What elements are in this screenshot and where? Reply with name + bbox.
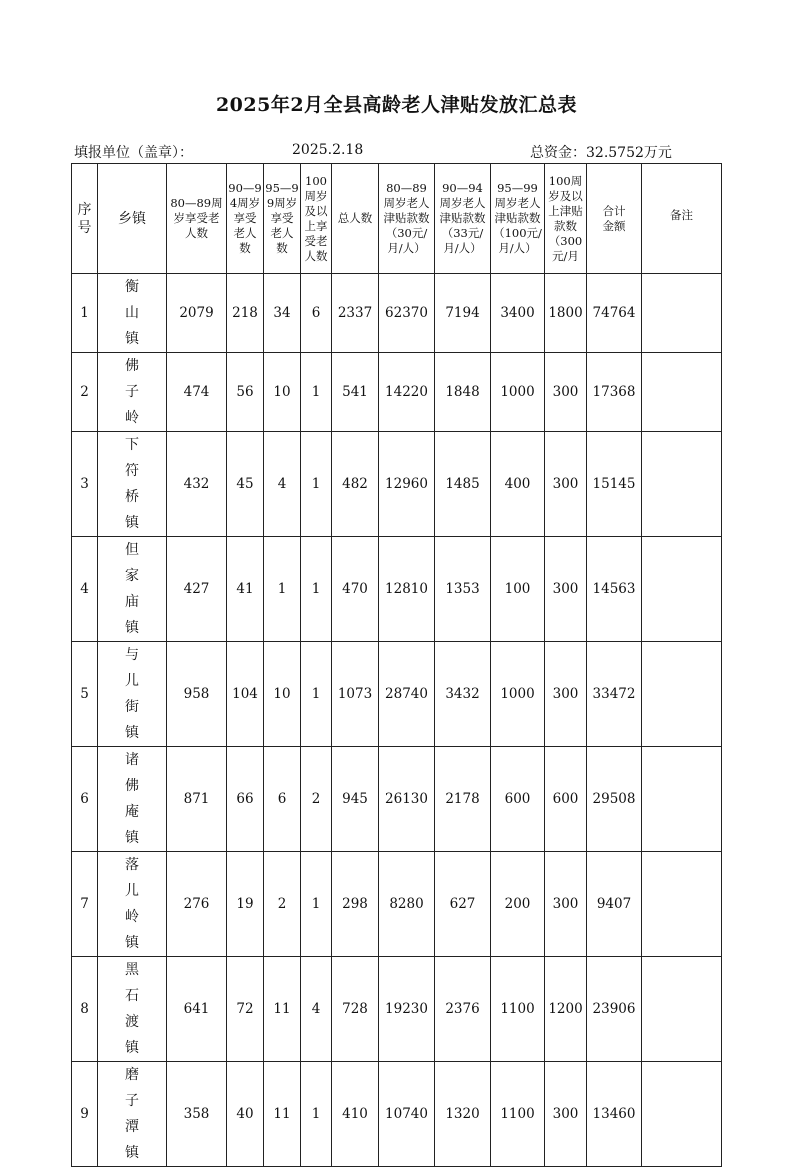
cell-amount-100: 300: [545, 537, 587, 642]
total-fund: [530, 142, 672, 162]
cell-count-100: 1: [301, 353, 332, 432]
cell-amount-80-89: 12810: [379, 537, 435, 642]
cell-amount-100: 300: [545, 642, 587, 747]
cell-seq: 5: [72, 642, 98, 747]
cell-amount-80-89: 19230: [379, 957, 435, 1062]
cell-count-95-99: 4: [264, 432, 301, 537]
cell-sum: 17368: [587, 353, 642, 432]
header-amount-80-89: 80—89周岁老人津贴款数（30元/月/人）: [379, 164, 435, 274]
header-count-100: 100周岁及以上享受老人数: [301, 164, 332, 274]
cell-town: 磨子潭镇: [98, 1062, 167, 1167]
header-town: 乡镇: [98, 164, 167, 274]
cell-count-80-89: 641: [167, 957, 227, 1062]
allowance-summary-table: [71, 163, 722, 1167]
cell-amount-80-89: 14220: [379, 353, 435, 432]
total-fund-label: 总资金：: [530, 145, 586, 161]
cell-count-95-99: 1: [264, 537, 301, 642]
cell-seq: 8: [72, 957, 98, 1062]
cell-amount-95-99: 1100: [491, 1062, 545, 1167]
cell-seq: 9: [72, 1062, 98, 1167]
cell-seq: 2: [72, 353, 98, 432]
cell-amount-80-89: 62370: [379, 274, 435, 353]
cell-count-90-94: 104: [227, 642, 264, 747]
cell-note: [642, 747, 722, 852]
table-row: [72, 1062, 722, 1167]
cell-sum: 29508: [587, 747, 642, 852]
cell-town: 与儿街镇: [98, 642, 167, 747]
cell-count-90-94: 66: [227, 747, 264, 852]
total-fund-value: 32.5752万元: [586, 145, 672, 161]
cell-count-100: 1: [301, 642, 332, 747]
cell-amount-80-89: 12960: [379, 432, 435, 537]
cell-amount-80-89: 10740: [379, 1062, 435, 1167]
cell-amount-80-89: 28740: [379, 642, 435, 747]
cell-total-count: 541: [332, 353, 379, 432]
cell-total-count: 470: [332, 537, 379, 642]
cell-sum: 14563: [587, 537, 642, 642]
cell-note: [642, 1062, 722, 1167]
cell-amount-95-99: 1000: [491, 642, 545, 747]
cell-count-90-94: 19: [227, 852, 264, 957]
cell-amount-90-94: 7194: [435, 274, 491, 353]
cell-town: 下符桥镇: [98, 432, 167, 537]
cell-amount-95-99: 400: [491, 432, 545, 537]
cell-amount-95-99: 200: [491, 852, 545, 957]
cell-amount-95-99: 600: [491, 747, 545, 852]
cell-total-count: 298: [332, 852, 379, 957]
cell-count-80-89: 474: [167, 353, 227, 432]
cell-sum: 23906: [587, 957, 642, 1062]
cell-count-95-99: 10: [264, 353, 301, 432]
cell-town: 衡山镇: [98, 274, 167, 353]
cell-amount-100: 300: [545, 1062, 587, 1167]
cell-count-80-89: 276: [167, 852, 227, 957]
cell-amount-95-99: 1000: [491, 353, 545, 432]
reporting-unit-label: 填报单位（盖章）：: [74, 145, 193, 161]
cell-amount-80-89: 8280: [379, 852, 435, 957]
header-note: 备注: [642, 164, 722, 274]
cell-sum: 33472: [587, 642, 642, 747]
cell-amount-100: 1800: [545, 274, 587, 353]
cell-amount-100: 300: [545, 432, 587, 537]
cell-count-95-99: 11: [264, 957, 301, 1062]
table-row: [72, 432, 722, 537]
cell-amount-90-94: 2178: [435, 747, 491, 852]
cell-amount-90-94: 627: [435, 852, 491, 957]
cell-town: 黑石渡镇: [98, 957, 167, 1062]
cell-amount-90-94: 1485: [435, 432, 491, 537]
cell-seq: 3: [72, 432, 98, 537]
cell-note: [642, 274, 722, 353]
cell-total-count: 1073: [332, 642, 379, 747]
cell-sum: 74764: [587, 274, 642, 353]
cell-amount-90-94: 1848: [435, 353, 491, 432]
table-row: [72, 957, 722, 1062]
cell-count-80-89: 871: [167, 747, 227, 852]
cell-total-count: 2337: [332, 274, 379, 353]
cell-count-95-99: 2: [264, 852, 301, 957]
cell-amount-100: 1200: [545, 957, 587, 1062]
cell-amount-100: 600: [545, 747, 587, 852]
header-row: [72, 164, 722, 274]
cell-count-95-99: 34: [264, 274, 301, 353]
header-total-count: 总人数: [332, 164, 379, 274]
cell-amount-100: 300: [545, 353, 587, 432]
cell-note: [642, 642, 722, 747]
cell-town: 落儿岭镇: [98, 852, 167, 957]
cell-sum: 9407: [587, 852, 642, 957]
cell-sum: 13460: [587, 1062, 642, 1167]
cell-count-100: 2: [301, 747, 332, 852]
header-sum: 合计金额: [587, 164, 642, 274]
cell-amount-100: 300: [545, 852, 587, 957]
cell-count-90-94: 45: [227, 432, 264, 537]
cell-total-count: 410: [332, 1062, 379, 1167]
cell-count-80-89: 2079: [167, 274, 227, 353]
cell-total-count: 728: [332, 957, 379, 1062]
cell-seq: 7: [72, 852, 98, 957]
cell-total-count: 945: [332, 747, 379, 852]
cell-amount-90-94: 1353: [435, 537, 491, 642]
cell-note: [642, 353, 722, 432]
cell-count-90-94: 41: [227, 537, 264, 642]
cell-seq: 1: [72, 274, 98, 353]
header-count-90-94: 90—94周岁享受老人数: [227, 164, 264, 274]
table-row: [72, 747, 722, 852]
cell-count-100: 4: [301, 957, 332, 1062]
cell-amount-90-94: 1320: [435, 1062, 491, 1167]
cell-seq: 4: [72, 537, 98, 642]
cell-count-80-89: 432: [167, 432, 227, 537]
cell-total-count: 482: [332, 432, 379, 537]
cell-amount-95-99: 1100: [491, 957, 545, 1062]
cell-count-80-89: 358: [167, 1062, 227, 1167]
cell-town: 但家庙镇: [98, 537, 167, 642]
cell-count-100: 1: [301, 432, 332, 537]
cell-count-95-99: 6: [264, 747, 301, 852]
cell-count-80-89: 958: [167, 642, 227, 747]
table-row: [72, 537, 722, 642]
table-row: [72, 353, 722, 432]
table-row: [72, 642, 722, 747]
cell-count-80-89: 427: [167, 537, 227, 642]
cell-amount-80-89: 26130: [379, 747, 435, 852]
cell-town: 佛子岭: [98, 353, 167, 432]
cell-note: [642, 852, 722, 957]
cell-count-100: 1: [301, 1062, 332, 1167]
cell-count-90-94: 72: [227, 957, 264, 1062]
cell-sum: 15145: [587, 432, 642, 537]
table-row: [72, 274, 722, 353]
cell-amount-90-94: 2376: [435, 957, 491, 1062]
cell-amount-90-94: 3432: [435, 642, 491, 747]
cell-seq: 6: [72, 747, 98, 852]
table-row: [72, 852, 722, 957]
cell-count-100: 1: [301, 852, 332, 957]
cell-count-90-94: 56: [227, 353, 264, 432]
cell-town: 诸佛庵镇: [98, 747, 167, 852]
header-amount-95-99: 95—99周岁老人津贴款数（100元/月/人）: [491, 164, 545, 274]
cell-amount-95-99: 3400: [491, 274, 545, 353]
header-amount-100: 100周岁及以上津贴款数（300元/月: [545, 164, 587, 274]
cell-count-90-94: 40: [227, 1062, 264, 1167]
cell-note: [642, 957, 722, 1062]
cell-note: [642, 537, 722, 642]
cell-count-90-94: 218: [227, 274, 264, 353]
cell-note: [642, 432, 722, 537]
cell-amount-95-99: 100: [491, 537, 545, 642]
header-amount-90-94: 90—94周岁老人津贴款数（33元/月/人）: [435, 164, 491, 274]
header-count-80-89: 80—89周岁享受老人数: [167, 164, 227, 274]
header-seq: 序号: [72, 164, 98, 274]
page-title: 2025年2月全县高龄老人津贴发放汇总表: [215, 94, 578, 116]
header-count-95-99: 95—99周岁享受老人数: [264, 164, 301, 274]
report-date: 2025.2.18: [292, 142, 364, 158]
cell-count-95-99: 11: [264, 1062, 301, 1167]
cell-count-100: 1: [301, 537, 332, 642]
cell-count-95-99: 10: [264, 642, 301, 747]
cell-count-100: 6: [301, 274, 332, 353]
